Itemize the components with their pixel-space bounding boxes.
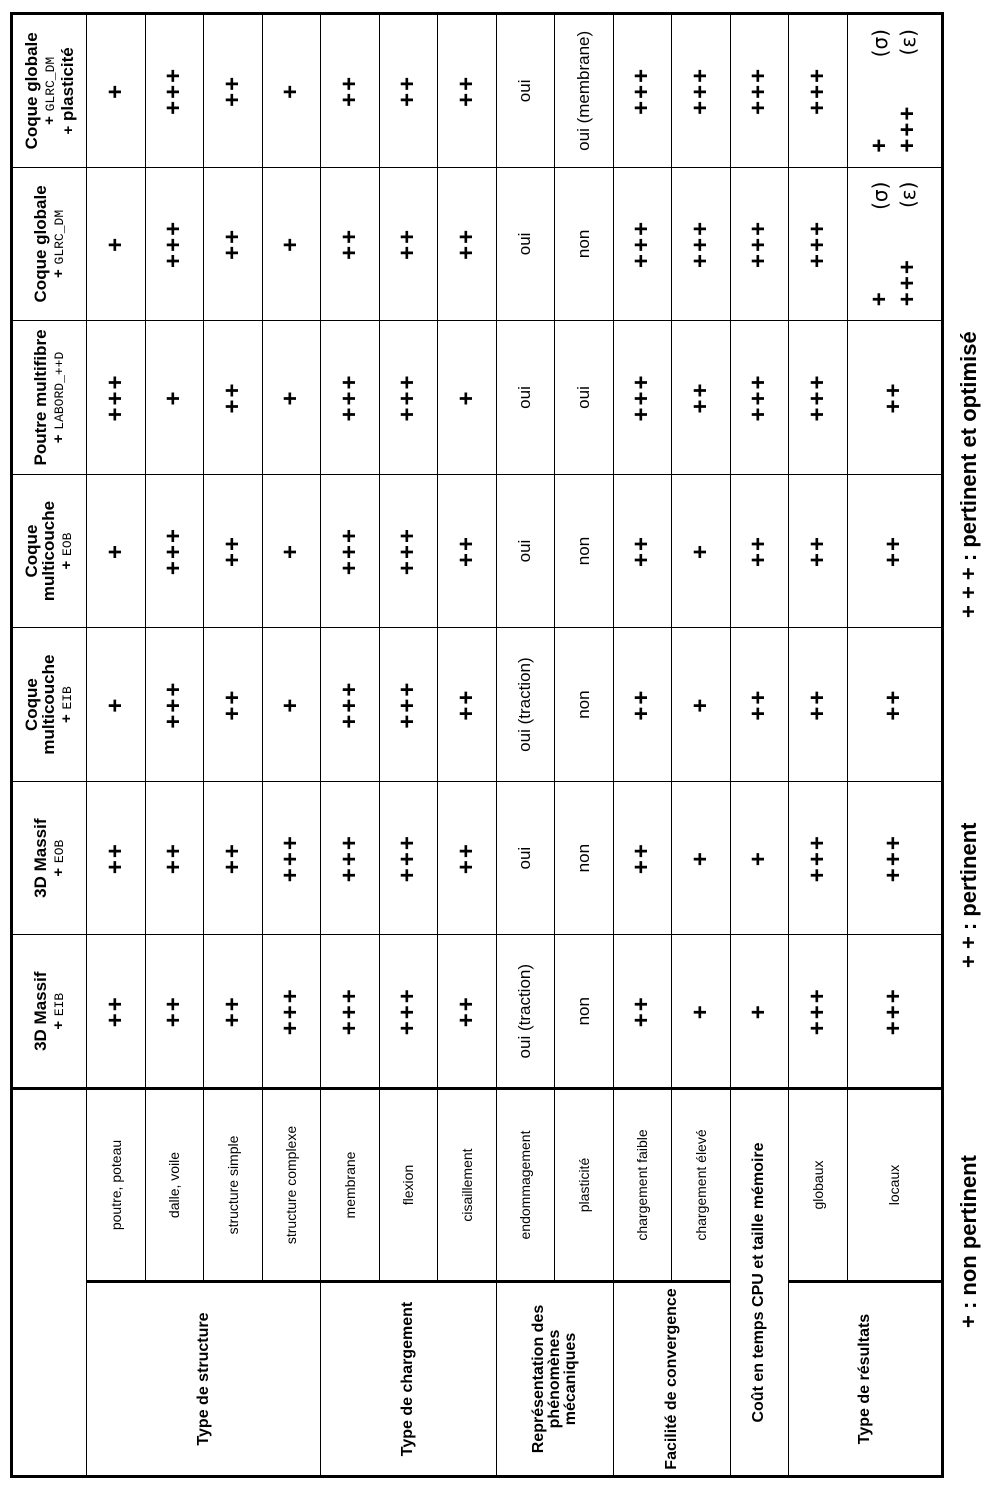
rating-cell: + <box>672 474 731 628</box>
sigma-value: + <box>866 290 893 307</box>
criterion-label: globaux <box>789 1089 848 1282</box>
rating-cell: + <box>730 781 789 935</box>
criterion-label: plasticité <box>555 1089 614 1282</box>
model-name: Poutre multifibre <box>30 329 50 466</box>
plus-prefix: + <box>49 434 67 444</box>
model-option-code: EIB <box>51 992 67 1017</box>
rating-cell: + <box>87 14 146 168</box>
rating-cell: ++ <box>438 628 497 782</box>
rating-cell: oui (traction) <box>496 935 555 1089</box>
rating-cell: + <box>87 167 146 321</box>
split-values <box>866 168 922 321</box>
rating-cell: +++ <box>379 321 438 475</box>
rating-cell: oui (membrane) <box>555 14 614 168</box>
legend-two: + + : pertinent <box>956 822 981 968</box>
rating-cell: ++ <box>847 321 942 475</box>
table-row <box>87 14 146 1477</box>
criterion-label: dalle, voile <box>145 1089 204 1282</box>
model-option-code: EIB <box>60 686 75 710</box>
criterion-label: endommagement <box>496 1089 555 1282</box>
table-row <box>321 14 380 1477</box>
rating-cell: ++ <box>613 781 672 935</box>
rating-cell: ++ <box>204 935 263 1089</box>
model-name: Coque multicouche <box>22 654 58 755</box>
rating-cell: +++ <box>379 781 438 935</box>
rating-cell: + <box>262 14 321 168</box>
rating-cell: ++ <box>321 167 380 321</box>
rating-cell: +++ <box>145 628 204 782</box>
table-row <box>555 14 614 1477</box>
plus-prefix: + <box>49 269 67 278</box>
rating-cell: +++ <box>321 781 380 935</box>
rating-cell: +++ <box>321 321 380 475</box>
rating-cell: ++ <box>379 14 438 168</box>
sigma-symbol: (σ) <box>868 181 892 210</box>
rating-cell: ++ <box>847 474 942 628</box>
criterion-label: cisaillement <box>438 1089 497 1282</box>
rating-cell: ++ <box>438 935 497 1089</box>
model-option <box>57 475 76 628</box>
rating-cell: +++ <box>613 321 672 475</box>
rating-cell: non <box>555 474 614 628</box>
table-row <box>379 14 438 1477</box>
rating-cell: +++ <box>789 167 848 321</box>
rating-cell: non <box>555 628 614 782</box>
rating-cell: + <box>672 628 731 782</box>
rating-cell: +++ <box>730 167 789 321</box>
rating-cell: +++ <box>262 781 321 935</box>
rating-cell: ++ <box>789 474 848 628</box>
criterion-label: flexion <box>379 1089 438 1282</box>
model-option-code: EOB <box>51 839 67 864</box>
rating-cell: ++ <box>204 14 263 168</box>
plus-prefix: + <box>58 560 75 570</box>
rating-cell: ++ <box>672 321 731 475</box>
rating-cell: +++ <box>613 167 672 321</box>
rating-cell: +++ <box>847 935 942 1089</box>
rating-cell: ++ <box>438 167 497 321</box>
epsilon-symbol: (ε) <box>896 181 920 209</box>
table-row <box>672 14 731 1477</box>
corner-cell <box>12 1089 87 1477</box>
header-row <box>12 14 87 1477</box>
rating-cell: +++ <box>321 474 380 628</box>
group-label: Représentation des phénomènes mécaniques <box>496 1282 613 1477</box>
model-option-code: EOB <box>60 532 75 556</box>
group-label: Type de résultats <box>789 1282 943 1477</box>
rating-cell: +++ <box>379 935 438 1089</box>
table-row <box>613 14 672 1477</box>
rating-cell: non <box>555 167 614 321</box>
legend-one: + : non pertinent <box>956 1155 981 1328</box>
rating-cell: +++ <box>145 14 204 168</box>
rating-cell: + <box>672 781 731 935</box>
rating-cell: ++ <box>730 628 789 782</box>
rating-cell: ++ <box>204 628 263 782</box>
rating-cell: ++ <box>145 781 204 935</box>
rating-cell: non <box>555 935 614 1089</box>
rating-cell: +++ <box>789 935 848 1089</box>
criterion-label: membrane <box>321 1089 380 1282</box>
epsilon-value: +++ <box>894 104 921 153</box>
table-row <box>789 14 848 1477</box>
model-header <box>12 321 87 475</box>
plus-prefix: + <box>59 125 77 135</box>
rating-cell: ++ <box>204 167 263 321</box>
model-option <box>40 15 59 167</box>
rating-cell: ++ <box>379 167 438 321</box>
rating-cell: +++ <box>672 14 731 168</box>
rating-cell: +++ <box>145 474 204 628</box>
model-option <box>49 168 68 321</box>
rating-cell: ++ <box>438 474 497 628</box>
criterion-label: chargement élevé <box>672 1089 731 1282</box>
model-name: Coque globale <box>30 185 50 303</box>
rating-cell: + <box>262 321 321 475</box>
rating-cell: ++ <box>789 628 848 782</box>
group-label: Coût en temps CPU et taille mémoire <box>730 1089 789 1477</box>
model-name: Coque globale <box>21 32 41 150</box>
rating-cell: ++ <box>204 781 263 935</box>
model-name: 3D Massif <box>30 818 50 898</box>
model-header <box>12 781 87 935</box>
table-row <box>262 14 321 1477</box>
plus-prefix: + <box>40 116 58 125</box>
rating-cell: +++ <box>789 781 848 935</box>
rating-cell: +++ <box>847 781 942 935</box>
table-row <box>145 14 204 1477</box>
criterion-label: structure simple <box>204 1089 263 1282</box>
model-option <box>57 628 76 781</box>
plus-prefix: + <box>49 867 67 877</box>
table-row <box>730 14 789 1477</box>
rating-cell: ++ <box>613 628 672 782</box>
rating-cell: oui (traction) <box>496 628 555 782</box>
epsilon-value: +++ <box>894 258 921 307</box>
rating-cell: +++ <box>262 935 321 1089</box>
table-row <box>204 14 263 1477</box>
group-label: Facilité de convergence <box>613 1282 730 1477</box>
rating-cell: +++ <box>379 474 438 628</box>
sigma-line <box>866 29 894 153</box>
rating-cell: ++ <box>613 474 672 628</box>
model-option-text: plasticité <box>57 47 77 121</box>
model-header <box>12 474 87 628</box>
rating-cell: ++ <box>204 474 263 628</box>
model-option-2 <box>59 15 77 167</box>
comparison-table <box>10 12 944 1478</box>
legend <box>954 15 990 1478</box>
sigma-value: + <box>866 136 893 153</box>
model-header <box>12 628 87 782</box>
epsilon-line <box>894 182 922 307</box>
rating-cell: + <box>730 935 789 1089</box>
rating-cell: oui <box>496 781 555 935</box>
rating-cell: +++ <box>672 167 731 321</box>
group-label: Type de chargement <box>321 1282 497 1477</box>
rating-cell: +++ <box>87 321 146 475</box>
rating-cell: + <box>262 474 321 628</box>
rating-cell-split <box>847 167 942 321</box>
rating-cell: +++ <box>730 321 789 475</box>
legend-three: + + + : pertinent et optimisé <box>956 331 981 618</box>
rating-cell: +++ <box>789 14 848 168</box>
table-row <box>496 14 555 1477</box>
table-row <box>847 14 942 1477</box>
rating-cell: oui <box>555 321 614 475</box>
epsilon-symbol: (ε) <box>896 29 920 56</box>
model-name: 3D Massif <box>30 971 50 1051</box>
plus-prefix: + <box>58 714 75 724</box>
rating-cell: oui <box>496 14 555 168</box>
plus-prefix: + <box>49 1020 67 1030</box>
rating-cell: +++ <box>613 14 672 168</box>
model-option-code: GLRC_DM <box>51 209 67 265</box>
rating-cell: ++ <box>613 935 672 1089</box>
rating-cell: oui <box>496 167 555 321</box>
rotated-page <box>10 15 990 1478</box>
rating-cell: oui <box>496 474 555 628</box>
model-option-code: GLRC_DM <box>42 56 58 112</box>
criterion-label: poutre, poteau <box>87 1089 146 1282</box>
criterion-label: locaux <box>847 1089 942 1282</box>
rating-cell: ++ <box>730 474 789 628</box>
rating-cell: ++ <box>321 14 380 168</box>
sigma-symbol: (σ) <box>868 29 892 58</box>
criterion-label: chargement faible <box>613 1089 672 1282</box>
criterion-label: structure complexe <box>262 1089 321 1282</box>
rating-cell: +++ <box>789 321 848 475</box>
rating-cell: ++ <box>204 321 263 475</box>
rating-cell: +++ <box>321 628 380 782</box>
rating-cell-split <box>847 14 942 168</box>
rating-cell: +++ <box>379 628 438 782</box>
sigma-line <box>866 182 894 307</box>
model-option <box>49 321 68 474</box>
rating-cell: +++ <box>145 167 204 321</box>
rating-cell: oui <box>496 321 555 475</box>
model-option <box>49 935 68 1087</box>
rating-cell: ++ <box>145 935 204 1089</box>
rating-cell: ++ <box>847 628 942 782</box>
rating-cell: + <box>672 935 731 1089</box>
rating-cell: +++ <box>321 935 380 1089</box>
rating-cell: + <box>87 474 146 628</box>
table-row <box>438 14 497 1477</box>
model-option-code: LABORD_++D <box>51 351 67 430</box>
rating-cell: + <box>262 167 321 321</box>
group-label: Type de structure <box>87 1282 321 1477</box>
model-header <box>12 14 87 168</box>
model-name: Coque multicouche <box>22 500 58 602</box>
rating-cell: ++ <box>87 935 146 1089</box>
epsilon-line <box>894 29 922 153</box>
rating-cell: ++ <box>438 781 497 935</box>
model-option <box>49 782 68 935</box>
rating-cell: + <box>262 628 321 782</box>
rating-cell: ++ <box>87 781 146 935</box>
rating-cell: non <box>555 781 614 935</box>
split-values <box>866 15 922 167</box>
rating-cell: + <box>87 628 146 782</box>
rating-cell: +++ <box>730 14 789 168</box>
model-header <box>12 167 87 321</box>
rating-cell: + <box>145 321 204 475</box>
model-header <box>12 935 87 1089</box>
rating-cell: + <box>438 321 497 475</box>
rating-cell: ++ <box>438 14 497 168</box>
